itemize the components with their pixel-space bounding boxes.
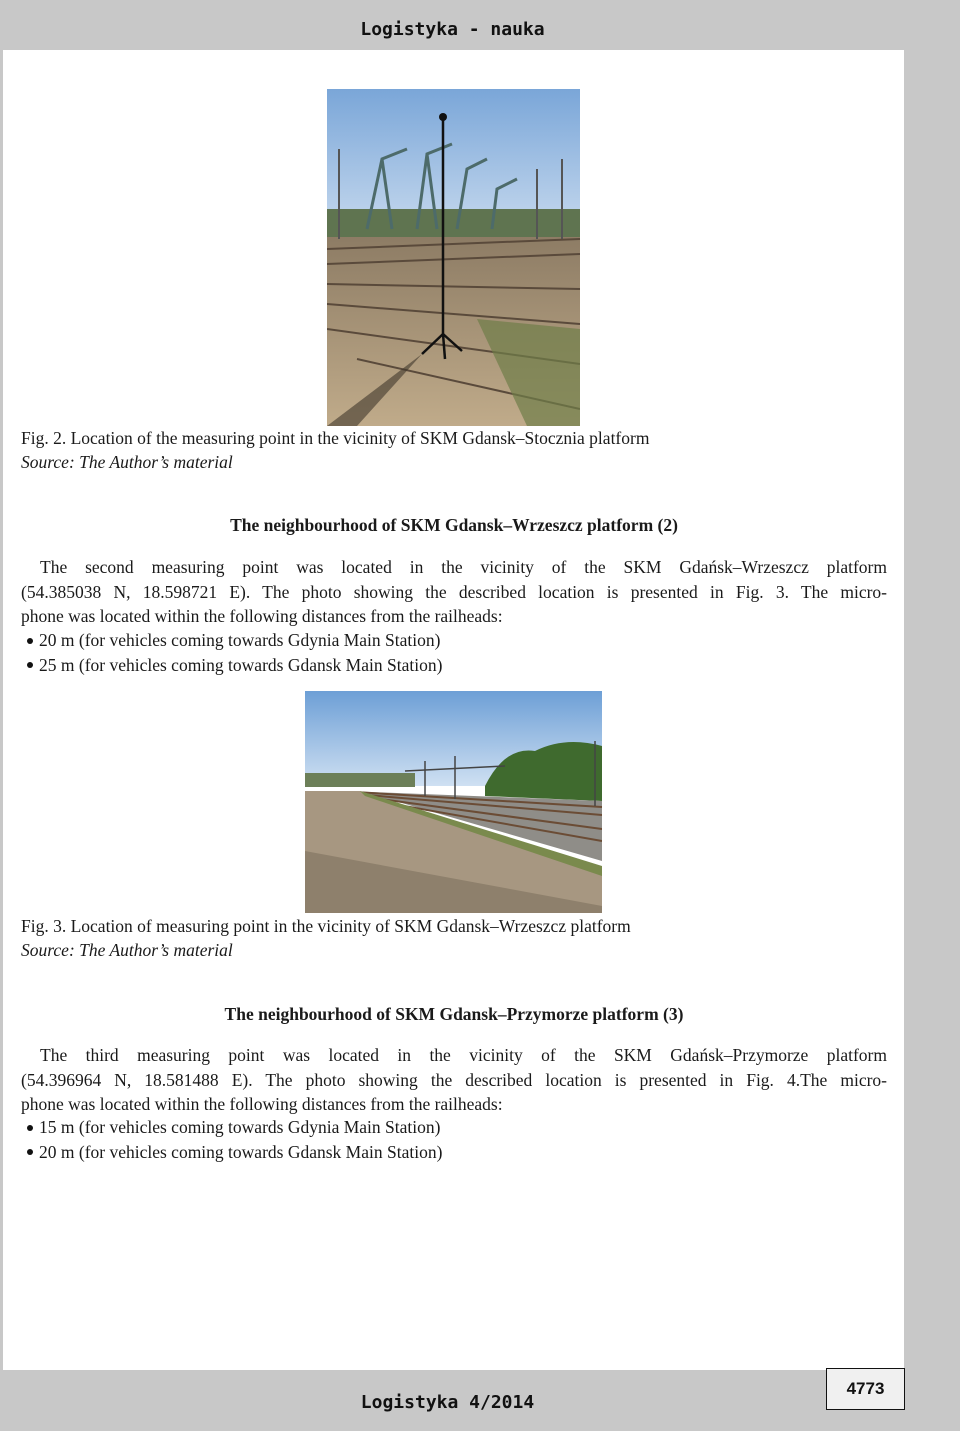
figure-2-caption: Fig. 2. Location of the measuring point in the vicinity of SKM Gdansk–Stocznia platform <box>21 428 650 448</box>
figure-2-source: Source: The Author’s material <box>21 452 233 472</box>
section-2-paragraph <box>21 555 887 629</box>
section-2-line-3: phone was located within the following distances from the railheads: <box>21 606 503 626</box>
section-3-paragraph <box>21 1043 887 1117</box>
bullet-icon <box>27 1125 33 1131</box>
figure-3-photo <box>305 691 602 913</box>
section-2-line-2: (54.385038 N, 18.598721 E). The photo showing the described location is presented in Fig. 3. The micro- <box>21 581 887 602</box>
section-3-line-1: The third measuring point was located in the vicinity of the SKM Gdańsk–Przymorze platform <box>40 1045 887 1065</box>
figure-3-source: Source: The Author’s material <box>21 940 233 960</box>
section-3-line-3: phone was located within the following distances from the railheads: <box>21 1094 503 1114</box>
journal-issue: Logistyka 4/2014 <box>360 1392 535 1413</box>
section-3-line-2: (54.396964 N, 18.581488 E). The photo showing the described location is presented in Fig. 4.The micro- <box>21 1069 887 1090</box>
list-item: 20 m (for vehicles coming towards Gdansk Main Station) <box>21 1140 442 1165</box>
list-item: 15 m (for vehicles coming towards Gdynia Main Station) <box>21 1115 442 1140</box>
journal-title: Logistyka - nauka <box>360 19 545 40</box>
page-number: 4773 <box>826 1368 905 1410</box>
section-2-heading: The neighbourhood of SKM Gdansk–Wrzeszcz platform (2) <box>230 515 678 535</box>
section-3-heading: The neighbourhood of SKM Gdansk–Przymorze platform (3) <box>224 1004 684 1024</box>
figure-2-photo <box>327 89 580 426</box>
figure-2-photo-drawing <box>327 89 580 426</box>
figure-3-caption: Fig. 3. Location of measuring point in the vicinity of SKM Gdansk–Wrzeszcz platform <box>21 916 631 936</box>
section-2-line-1: The second measuring point was located in the vicinity of the SKM Gdańsk–Wrzeszcz platform <box>40 557 887 577</box>
figure-3-photo-drawing <box>305 691 602 913</box>
bullet-icon <box>27 638 33 644</box>
section-3-bullet-list <box>21 1115 442 1164</box>
bullet-icon <box>27 662 33 668</box>
list-item: 20 m (for vehicles coming towards Gdynia Main Station) <box>21 628 442 653</box>
section-2-bullet-list <box>21 628 442 677</box>
list-item: 25 m (for vehicles coming towards Gdansk Main Station) <box>21 653 442 678</box>
bullet-icon <box>27 1149 33 1155</box>
